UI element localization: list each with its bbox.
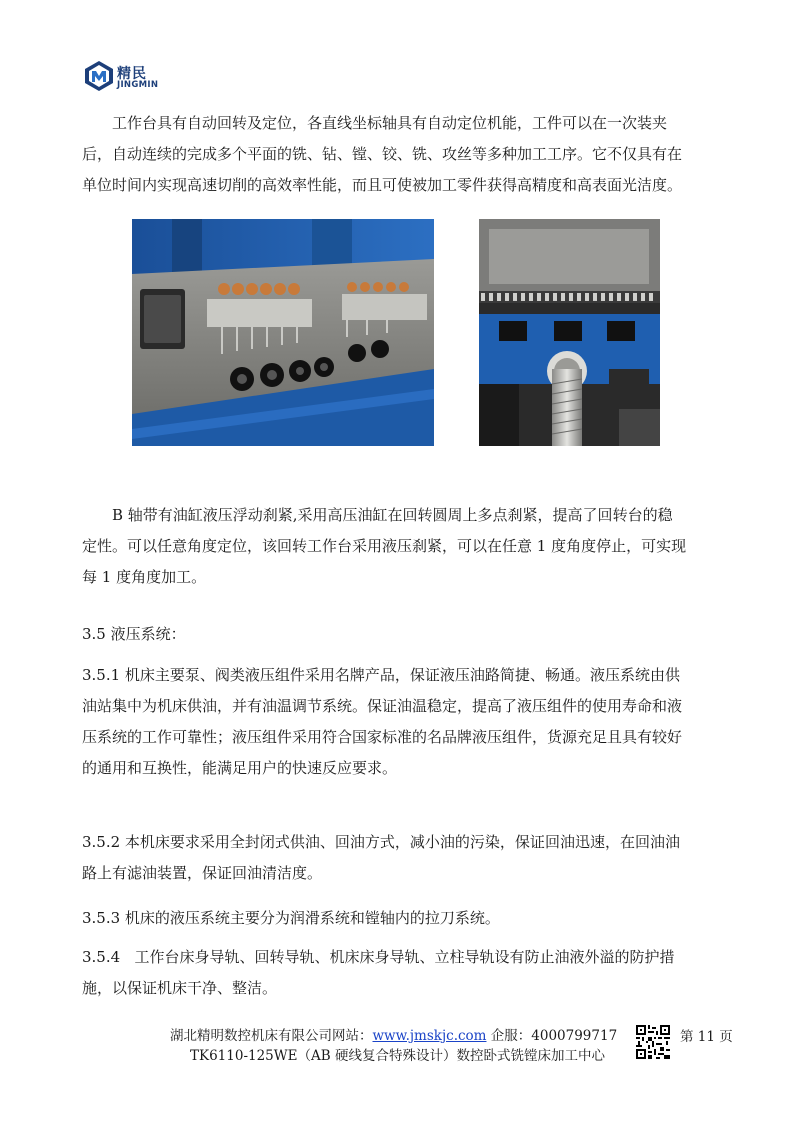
item-3-5-1 <box>82 660 732 784</box>
item-3-5-3 <box>82 903 732 934</box>
section-heading: 3.5 液压系统： <box>82 625 186 643</box>
item-3-5-4 <box>82 942 732 1004</box>
text-line: 的通用和互换性，能满足用户的快速反应要求。 <box>82 759 398 777</box>
text-line: 定性。可以任意角度定位，该回转工作台采用液压刹紧，可以在任意 1 度角度停止，可实现 <box>82 537 687 555</box>
paragraph-b-axis <box>82 500 732 593</box>
footer-service: 企服：4000799717 <box>486 1028 618 1044</box>
qr-code-icon <box>636 1025 670 1059</box>
item-3-5-2 <box>82 827 732 889</box>
hydraulic-manifold-image <box>132 219 434 446</box>
text-line: 3.5.1 机床主要泵、阀类液压组件采用名牌产品，保证液压油路简捷、畅通。液压系统由供 <box>82 666 680 684</box>
text-line: 路上有滤油装置，保证回油清洁度。 <box>82 864 323 882</box>
jingmin-logo-icon <box>84 60 114 92</box>
text-line: 3.5.4 工作台床身导轨、回转导轨、机床床身导轨、立柱导轨设有防止油液外溢的防护措 <box>82 948 675 966</box>
logo-brand-en: JINGMIN <box>117 80 159 90</box>
text-line: B 轴带有油缸液压浮动刹紧,采用高压油缸在回转圆周上多点刹紧，提高了回转台的稳 <box>112 506 673 524</box>
text-line: 压系统的工作可靠性；液压组件采用符合国家标准的名品牌液压组件，货源充足且具有较好 <box>82 728 683 746</box>
text-line: 3.5.2 本机床要求采用全封闭式供油、回油方式，减小油的污染，保证回油迅速，在回油油 <box>82 833 680 851</box>
text-line: 3.5.3 机床的液压系统主要分为润滑系统和镗轴内的拉刀系统。 <box>82 909 500 927</box>
photo-rotary-table <box>479 219 660 446</box>
text-line: 后，自动连续的完成多个平面的铣、钻、镗、铰、铣、攻丝等多种加工工序。它不仅具有在 <box>82 145 683 163</box>
footer-contact-line <box>170 1024 617 1044</box>
footer-model-line: TK6110-125WE（AB 硬线复合特殊设计）数控卧式铣镗床加工中心 <box>190 1048 605 1064</box>
photo-hydraulic-manifold <box>132 219 434 446</box>
logo-brand-cn: 精民 <box>117 66 147 82</box>
page-number: 第 11 页 <box>680 1029 733 1045</box>
company-logo <box>84 60 174 96</box>
text-line: 施，以保证机床干净、整洁。 <box>82 979 278 997</box>
footer-website-link[interactable]: www.jmskjc.com <box>372 1028 487 1044</box>
text-line: 油站集中为机床供油，并有油温调节系统。保证油温稳定，提高了液压组件的使用寿命和液 <box>82 697 683 715</box>
text-line: 每 1 度角度加工。 <box>82 568 207 586</box>
footer-company: 湖北精明数控机床有限公司网站： <box>170 1028 373 1044</box>
rotary-table-image <box>479 219 660 446</box>
text-line: 单位时间内实现高速切削的高效率性能，而且可使被加工零件获得高精度和高表面光洁度。 <box>82 176 683 194</box>
text-line: 工作台具有自动回转及定位，各直线坐标轴具有自动定位机能，工件可以在一次装夹 <box>112 114 668 132</box>
paragraph-worktable <box>82 108 732 201</box>
